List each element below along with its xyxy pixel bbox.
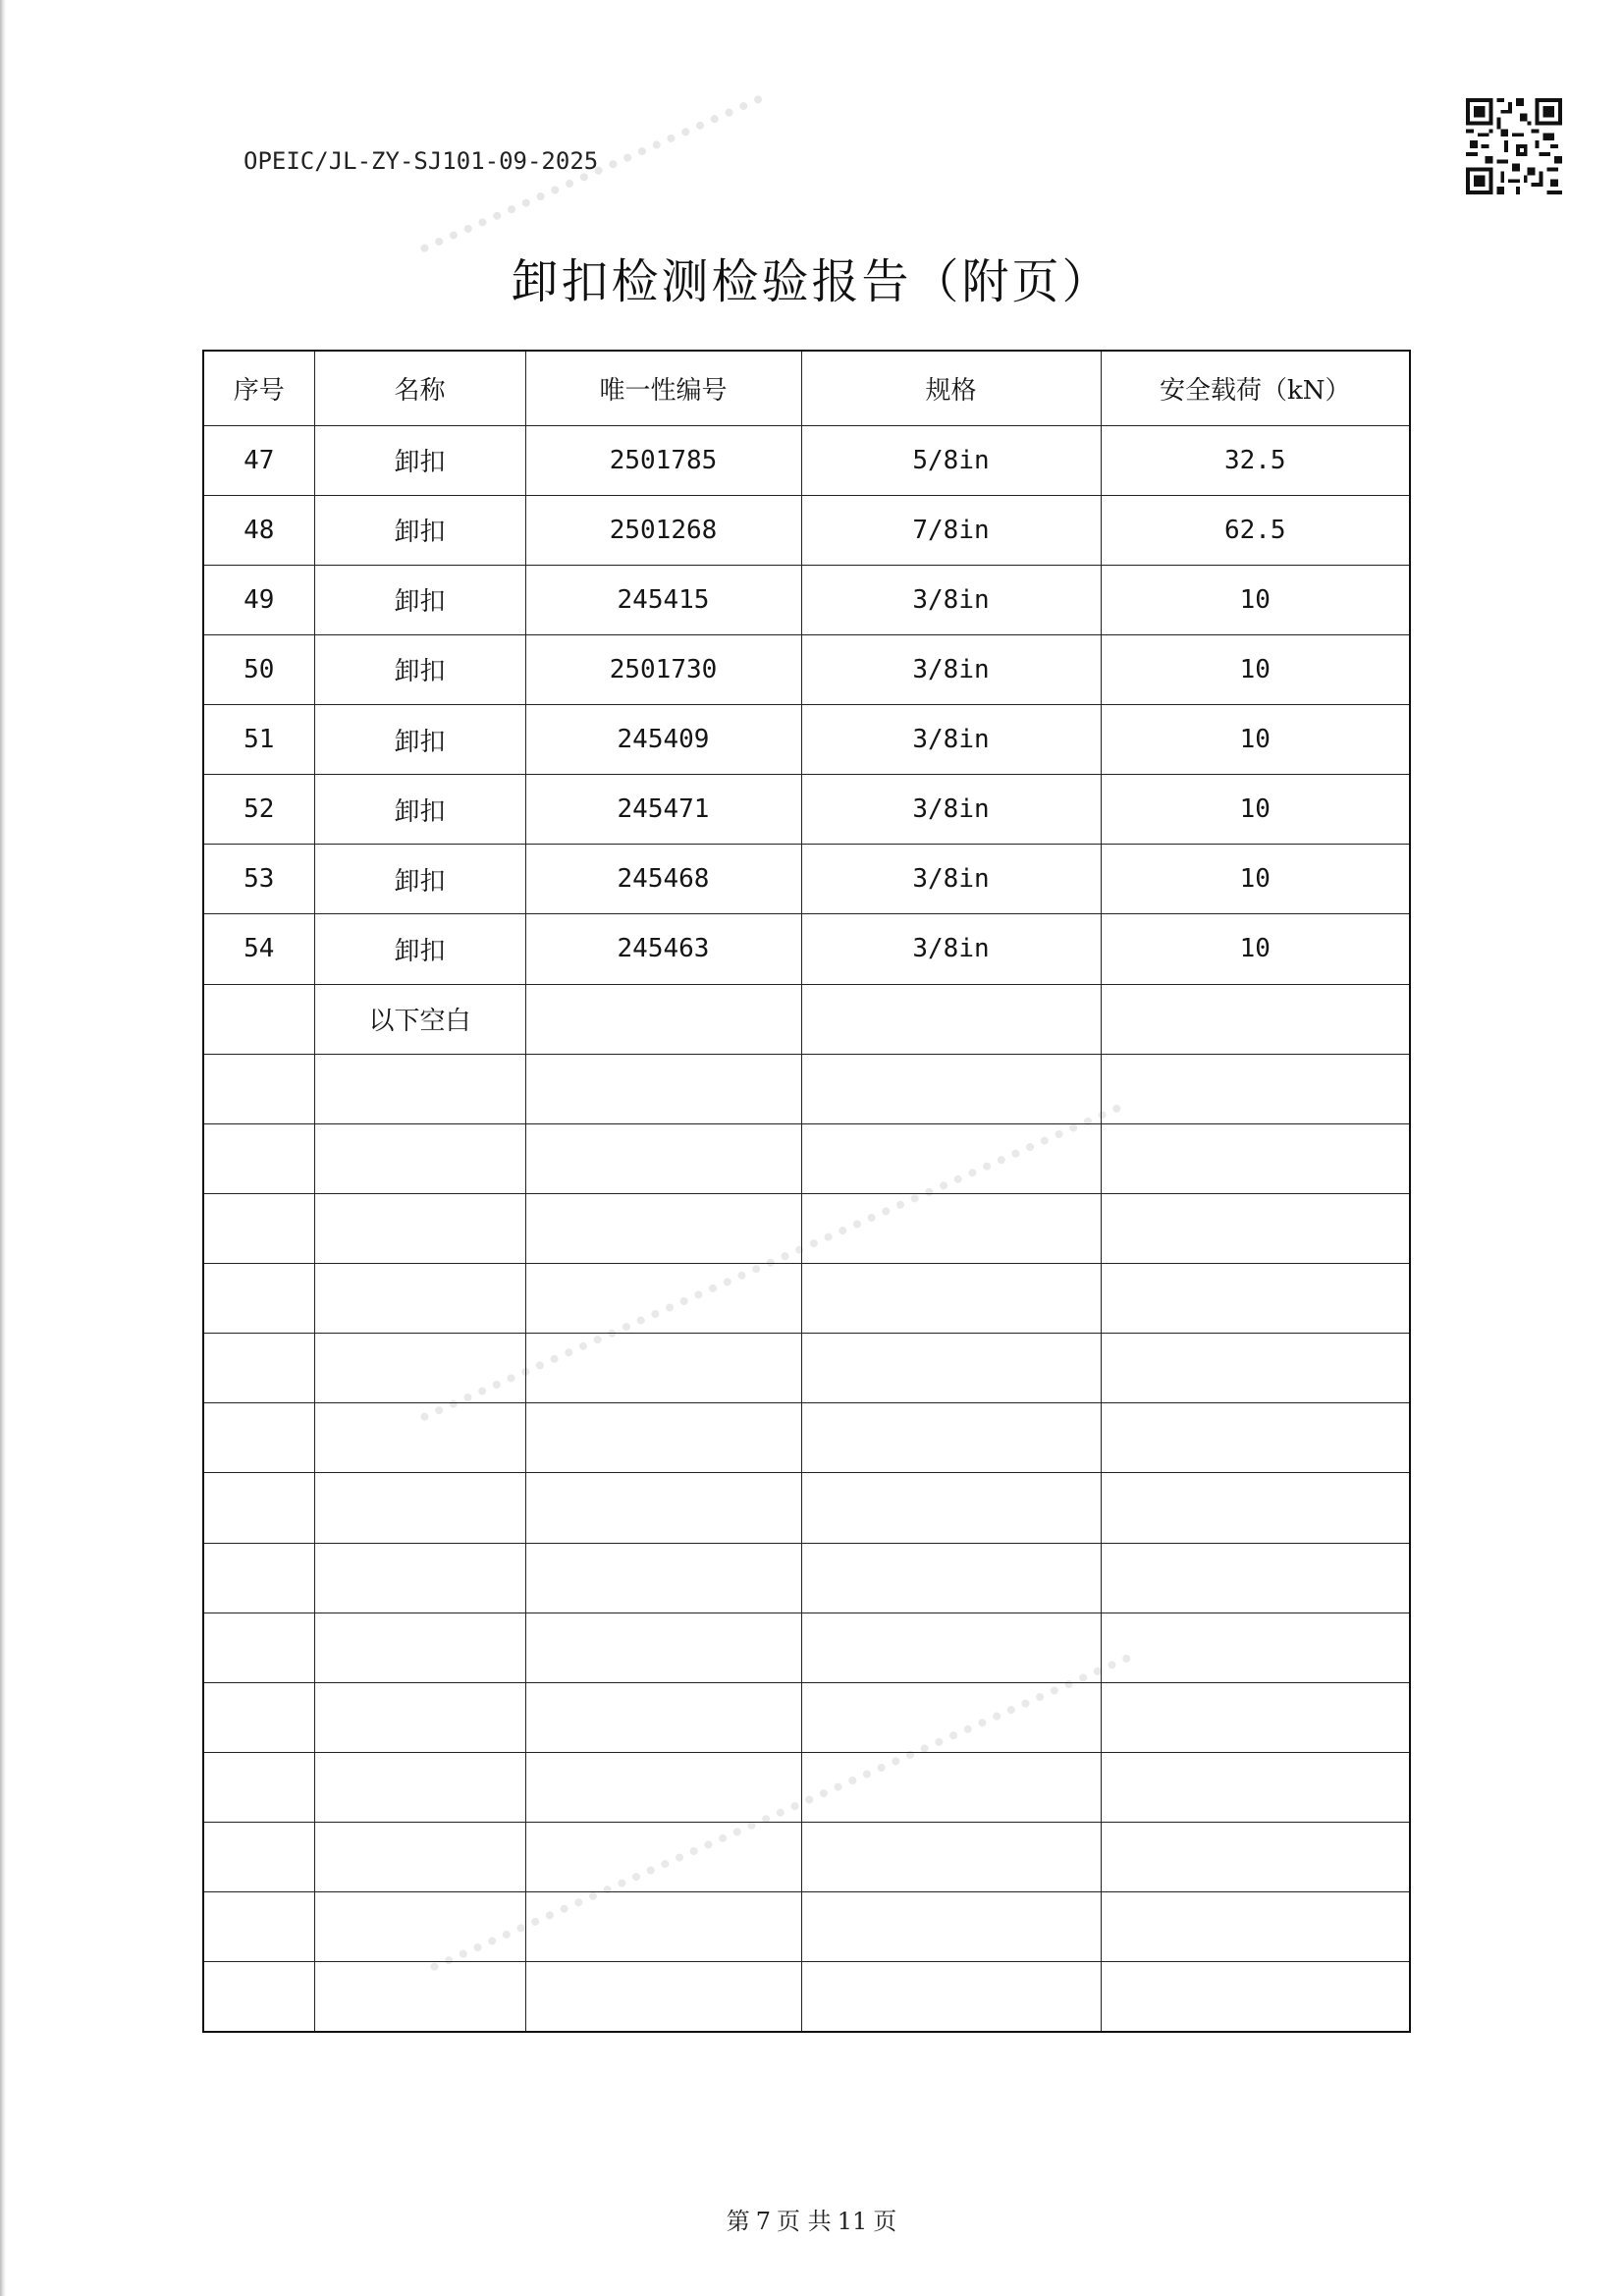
cell-index — [203, 1334, 314, 1403]
cell-spec — [801, 1962, 1101, 2032]
cell-index — [203, 1823, 314, 1892]
cell-index: 54 — [203, 914, 314, 984]
table-row — [203, 1962, 1410, 2032]
scan-edge — [0, 0, 6, 2296]
cell-name — [314, 1613, 525, 1682]
cell-index — [203, 1682, 314, 1752]
cell-unique-id: 245415 — [525, 565, 801, 634]
cell-index: 53 — [203, 845, 314, 914]
table-row — [203, 1334, 1410, 1403]
cell-name — [314, 1473, 525, 1543]
table-row — [203, 1054, 1410, 1123]
cell-name: 卸扣 — [314, 775, 525, 845]
footer-suffix: 页 — [873, 2208, 897, 2235]
cell-name — [314, 1123, 525, 1193]
cell-unique-id — [525, 1403, 801, 1473]
cell-index: 49 — [203, 565, 314, 634]
cell-unique-id: 245471 — [525, 775, 801, 845]
cell-name: 卸扣 — [314, 495, 525, 565]
cell-safe-load — [1101, 1193, 1410, 1263]
cell-unique-id — [525, 1054, 801, 1123]
cell-name — [314, 1264, 525, 1334]
report-table — [202, 350, 1411, 2033]
cell-spec — [801, 1403, 1101, 1473]
cell-safe-load — [1101, 1334, 1410, 1403]
cell-index — [203, 984, 314, 1054]
cell-unique-id — [525, 1473, 801, 1543]
table-row — [203, 1264, 1410, 1334]
header-safe-load: 安全载荷（kN） — [1101, 351, 1410, 425]
cell-name: 以下空白 — [314, 984, 525, 1054]
cell-spec — [801, 1823, 1101, 1892]
cell-index — [203, 1403, 314, 1473]
cell-spec — [801, 1264, 1101, 1334]
cell-index — [203, 1962, 314, 2032]
cell-safe-load — [1101, 1543, 1410, 1613]
cell-safe-load — [1101, 1892, 1410, 1962]
cell-name — [314, 1962, 525, 2032]
cell-name — [314, 1054, 525, 1123]
cell-spec: 3/8in — [801, 845, 1101, 914]
table-row — [203, 775, 1410, 845]
document-code: OPEIC/JL-ZY-SJ101-09-2025 — [243, 147, 599, 175]
page-footer — [0, 2202, 1623, 2236]
cell-name — [314, 1682, 525, 1752]
cell-index: 50 — [203, 634, 314, 704]
table-row — [203, 914, 1410, 984]
watermark-stamp — [419, 94, 766, 258]
cell-spec — [801, 1193, 1101, 1263]
header-unique-id: 唯一性编号 — [525, 351, 801, 425]
cell-spec: 7/8in — [801, 495, 1101, 565]
cell-name — [314, 1193, 525, 1263]
cell-safe-load — [1101, 1264, 1410, 1334]
cell-spec: 3/8in — [801, 775, 1101, 845]
cell-unique-id: 245463 — [525, 914, 801, 984]
cell-index — [203, 1264, 314, 1334]
cell-name: 卸扣 — [314, 565, 525, 634]
table-row — [203, 1543, 1410, 1613]
cell-unique-id: 245409 — [525, 705, 801, 775]
cell-index — [203, 1752, 314, 1822]
cell-safe-load: 62.5 — [1101, 495, 1410, 565]
cell-safe-load — [1101, 1054, 1410, 1123]
cell-index — [203, 1543, 314, 1613]
footer-page-number: 7 — [755, 2208, 772, 2235]
cell-name — [314, 1752, 525, 1822]
cell-safe-load: 10 — [1101, 845, 1410, 914]
cell-safe-load: 10 — [1101, 634, 1410, 704]
cell-name — [314, 1823, 525, 1892]
cell-unique-id — [525, 1682, 801, 1752]
footer-prefix: 第 — [726, 2208, 750, 2235]
table-row — [203, 845, 1410, 914]
table-row — [203, 1823, 1410, 1892]
cell-unique-id — [525, 984, 801, 1054]
table-row — [203, 705, 1410, 775]
cell-name: 卸扣 — [314, 634, 525, 704]
cell-index — [203, 1193, 314, 1263]
table-row — [203, 1682, 1410, 1752]
cell-index — [203, 1054, 314, 1123]
header-index: 序号 — [203, 351, 314, 425]
cell-safe-load — [1101, 1123, 1410, 1193]
cell-unique-id — [525, 1823, 801, 1892]
cell-name — [314, 1892, 525, 1962]
table-row — [203, 1123, 1410, 1193]
cell-safe-load — [1101, 1473, 1410, 1543]
qr-code — [1466, 98, 1562, 194]
cell-index — [203, 1473, 314, 1543]
cell-unique-id — [525, 1543, 801, 1613]
cell-spec — [801, 1543, 1101, 1613]
footer-total-pages: 11 — [837, 2208, 868, 2235]
cell-unique-id — [525, 1752, 801, 1822]
cell-unique-id — [525, 1193, 801, 1263]
table-row — [203, 1193, 1410, 1263]
cell-unique-id: 2501730 — [525, 634, 801, 704]
cell-safe-load — [1101, 1403, 1410, 1473]
cell-spec — [801, 1892, 1101, 1962]
cell-safe-load: 10 — [1101, 775, 1410, 845]
cell-unique-id: 245468 — [525, 845, 801, 914]
cell-unique-id — [525, 1613, 801, 1682]
cell-index: 51 — [203, 705, 314, 775]
cell-name: 卸扣 — [314, 425, 525, 495]
cell-index: 52 — [203, 775, 314, 845]
cell-unique-id — [525, 1123, 801, 1193]
table-row — [203, 495, 1410, 565]
cell-index: 48 — [203, 495, 314, 565]
cell-safe-load: 32.5 — [1101, 425, 1410, 495]
cell-safe-load — [1101, 1823, 1410, 1892]
footer-middle: 页 共 — [777, 2208, 832, 2235]
cell-unique-id — [525, 1892, 801, 1962]
cell-index — [203, 1123, 314, 1193]
cell-safe-load — [1101, 1682, 1410, 1752]
table-row — [203, 1473, 1410, 1543]
table-row — [203, 1892, 1410, 1962]
table-row — [203, 1403, 1410, 1473]
cell-spec — [801, 1682, 1101, 1752]
cell-safe-load — [1101, 1752, 1410, 1822]
cell-spec: 3/8in — [801, 565, 1101, 634]
cell-spec — [801, 1123, 1101, 1193]
cell-unique-id: 2501785 — [525, 425, 801, 495]
cell-spec — [801, 1473, 1101, 1543]
cell-index — [203, 1892, 314, 1962]
cell-spec — [801, 1613, 1101, 1682]
cell-spec: 5/8in — [801, 425, 1101, 495]
table-header-row — [203, 351, 1410, 425]
cell-unique-id — [525, 1264, 801, 1334]
table-row — [203, 425, 1410, 495]
cell-safe-load: 10 — [1101, 565, 1410, 634]
cell-spec: 3/8in — [801, 914, 1101, 984]
cell-safe-load: 10 — [1101, 705, 1410, 775]
cell-name: 卸扣 — [314, 914, 525, 984]
table-row — [203, 1613, 1410, 1682]
cell-name — [314, 1334, 525, 1403]
table-row — [203, 634, 1410, 704]
cell-safe-load — [1101, 1962, 1410, 2032]
cell-safe-load: 10 — [1101, 914, 1410, 984]
cell-index — [203, 1613, 314, 1682]
table-row — [203, 565, 1410, 634]
table-body — [203, 425, 1410, 2032]
table-row — [203, 984, 1410, 1054]
cell-name: 卸扣 — [314, 845, 525, 914]
header-name: 名称 — [314, 351, 525, 425]
cell-spec — [801, 1752, 1101, 1822]
cell-spec: 3/8in — [801, 705, 1101, 775]
table-row — [203, 1752, 1410, 1822]
cell-name — [314, 1403, 525, 1473]
cell-spec — [801, 984, 1101, 1054]
cell-unique-id — [525, 1334, 801, 1403]
cell-name: 卸扣 — [314, 705, 525, 775]
cell-unique-id — [525, 1962, 801, 2032]
cell-safe-load — [1101, 984, 1410, 1054]
cell-unique-id: 2501268 — [525, 495, 801, 565]
header-spec: 规格 — [801, 351, 1101, 425]
cell-name — [314, 1543, 525, 1613]
cell-spec: 3/8in — [801, 634, 1101, 704]
cell-spec — [801, 1334, 1101, 1403]
cell-spec — [801, 1054, 1101, 1123]
cell-safe-load — [1101, 1613, 1410, 1682]
cell-index: 47 — [203, 425, 314, 495]
report-title: 卸扣检测检验报告（附页） — [511, 254, 1112, 309]
